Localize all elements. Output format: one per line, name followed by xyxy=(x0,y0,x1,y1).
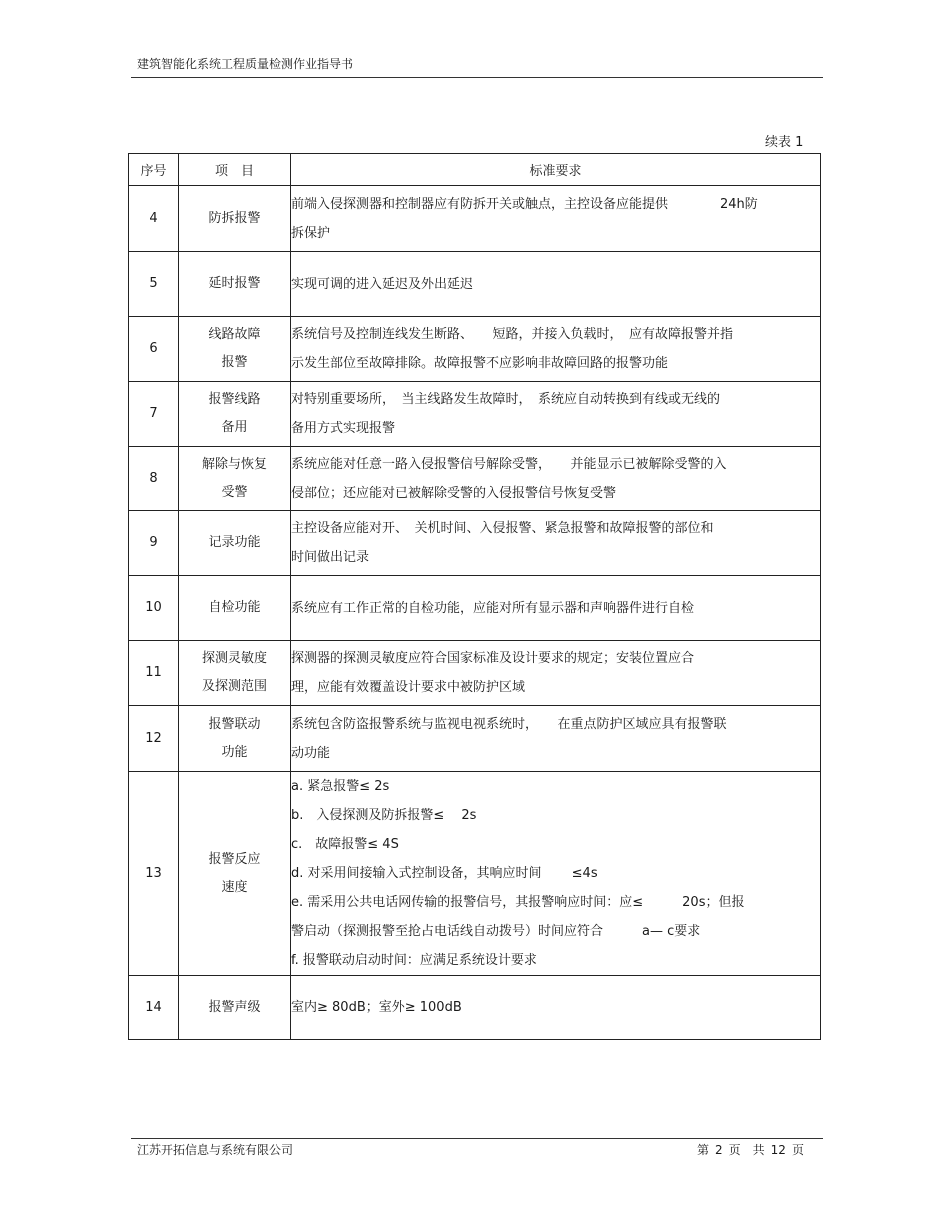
row-requirement xyxy=(291,317,821,382)
row-requirement xyxy=(291,576,821,641)
header-no: 序号 xyxy=(129,154,179,186)
requirement-line: 拆保护 xyxy=(291,225,331,241)
row-requirement xyxy=(291,382,821,447)
item-line: 报警 xyxy=(221,355,248,370)
row-item xyxy=(179,382,291,447)
requirement-line: 系统包含防盗报警系统与监视电视系统时， 在重点防护区域应具有报警联 xyxy=(291,716,727,732)
row-item xyxy=(179,576,291,641)
requirement-line: 对特别重要场所， 当主线路发生故障时， 系统应自动转换到有线或无线的 xyxy=(291,392,721,407)
row-number: 10 xyxy=(129,576,179,641)
row-requirement xyxy=(291,186,821,252)
requirement-line: f. 报警联动启动时间：应满足系统设计要求 xyxy=(291,953,537,968)
requirement-line: 侵部位；还应能对已被解除受警的入侵报警信号恢复受警 xyxy=(291,485,617,501)
row-item xyxy=(179,317,291,382)
item-line: 速度 xyxy=(221,879,248,895)
requirement-line: 实现可调的进入延迟及外出延迟 xyxy=(291,276,474,292)
item-line: 延时报警 xyxy=(208,276,261,291)
row-number: 14 xyxy=(129,976,179,1040)
requirement-line: c. 故障报警≤ 4S xyxy=(291,837,399,852)
header-title: 建筑智能化系统工程质量检测作业指导书 xyxy=(137,57,354,71)
requirement-line: 室内≥ 80dB；室外≥ 100dB xyxy=(291,1000,462,1015)
requirement-line: b. 入侵探测及防拆报警≤ 2s xyxy=(291,808,477,823)
row-item xyxy=(179,976,291,1040)
table-row xyxy=(129,976,821,1040)
header-requirement: 标准要求 xyxy=(291,154,821,186)
requirement-line: 动功能 xyxy=(291,745,331,761)
item-line: 报警联动 xyxy=(208,716,261,732)
requirement-line: 备用方式实现报警 xyxy=(291,421,396,436)
row-number: 5 xyxy=(129,252,179,317)
row-number: 7 xyxy=(129,382,179,447)
table-row xyxy=(129,641,821,706)
requirement-line: 示发生部位至故障排除。故障报警不应影响非故障回路的报警功能 xyxy=(291,356,669,371)
table-row xyxy=(129,772,821,976)
row-requirement xyxy=(291,511,821,576)
row-number: 12 xyxy=(129,706,179,772)
item-line: 探测灵敏度 xyxy=(201,651,267,666)
row-number: 11 xyxy=(129,641,179,706)
requirement-line: 系统信号及控制连线发生断路、 短路，并接入负载时， 应有故障报警并指 xyxy=(291,327,734,342)
item-line: 报警线路 xyxy=(208,392,261,407)
row-requirement xyxy=(291,772,821,976)
table-row xyxy=(129,317,821,382)
row-item xyxy=(179,186,291,252)
requirement-line: 理，应能有效覆盖设计要求中被防护区域 xyxy=(291,680,526,695)
item-line: 解除与恢复 xyxy=(201,456,267,472)
row-requirement xyxy=(291,641,821,706)
item-line: 记录功能 xyxy=(208,535,261,550)
row-number: 4 xyxy=(129,186,179,252)
item-line: 受警 xyxy=(221,484,248,500)
requirement-line: e. 需采用公共电话网传输的报警信号，其报警响应时间：应≤ 20s；但报 xyxy=(291,895,745,910)
page-current: 2 xyxy=(715,1143,723,1157)
item-line: 自检功能 xyxy=(208,600,261,615)
header-item: 项 目 xyxy=(179,154,291,186)
row-number: 9 xyxy=(129,511,179,576)
page-prefix: 第 xyxy=(697,1143,710,1157)
requirement-line: 系统应有工作正常的自检功能，应能对所有显示器和声响器件进行自检 xyxy=(291,600,695,616)
requirement-line: 主控设备应能对开、 关机时间、入侵报警、紧急报警和故障报警的部位和 xyxy=(291,521,714,536)
row-requirement xyxy=(291,447,821,511)
page-suffix: 页 xyxy=(791,1143,804,1157)
row-item xyxy=(179,641,291,706)
requirement-line: d. 对采用间接输入式控制设备，其响应时间 ≤4s xyxy=(291,866,598,881)
table-row xyxy=(129,447,821,511)
item-line: 防拆报警 xyxy=(208,210,261,226)
requirement-line: 探测器的探测灵敏度应符合国家标准及设计要求的规定；安装位置应合 xyxy=(291,651,695,666)
continued-table-label: 续表 1 xyxy=(765,135,804,150)
row-item xyxy=(179,772,291,976)
footer-company: 江苏开拓信息与系统有限公司 xyxy=(137,1143,294,1157)
item-line: 备用 xyxy=(221,420,248,435)
requirement-line: 前端入侵探测器和控制器应有防拆开关或触点，主控设备应能提供 24h防 xyxy=(291,196,758,212)
row-number: 13 xyxy=(129,772,179,976)
requirement-line: 时间做出记录 xyxy=(291,550,370,565)
row-number: 8 xyxy=(129,447,179,511)
row-requirement xyxy=(291,252,821,317)
table-row xyxy=(129,382,821,447)
page-mid: 页 共 xyxy=(728,1143,765,1157)
item-line: 线路故障 xyxy=(208,327,261,342)
table-row xyxy=(129,186,821,252)
requirements-table xyxy=(128,153,821,1040)
row-requirement xyxy=(291,976,821,1040)
item-line: 报警声级 xyxy=(208,999,261,1015)
table-row xyxy=(129,576,821,641)
table-row xyxy=(129,706,821,772)
footer-divider xyxy=(131,1138,823,1139)
row-number: 6 xyxy=(129,317,179,382)
page-number xyxy=(697,1141,810,1158)
header-divider xyxy=(131,77,823,78)
row-item xyxy=(179,447,291,511)
requirement-line: a. 紧急报警≤ 2s xyxy=(291,779,390,794)
requirement-line: 警启动（探测报警至抢占电话线自动拨号）时间应符合 a— c要求 xyxy=(291,924,701,939)
row-item xyxy=(179,511,291,576)
table-row xyxy=(129,511,821,576)
table-header-row xyxy=(129,154,821,186)
page-total: 12 xyxy=(770,1143,786,1157)
row-item xyxy=(179,252,291,317)
item-line: 功能 xyxy=(221,744,248,760)
requirement-line: 系统应能对任意一路入侵报警信号解除受警， 并能显示已被解除受警的入 xyxy=(291,456,727,472)
item-line: 报警反应 xyxy=(208,851,261,867)
item-line: 及探测范围 xyxy=(201,679,267,694)
row-item xyxy=(179,706,291,772)
row-requirement xyxy=(291,706,821,772)
table-row xyxy=(129,252,821,317)
